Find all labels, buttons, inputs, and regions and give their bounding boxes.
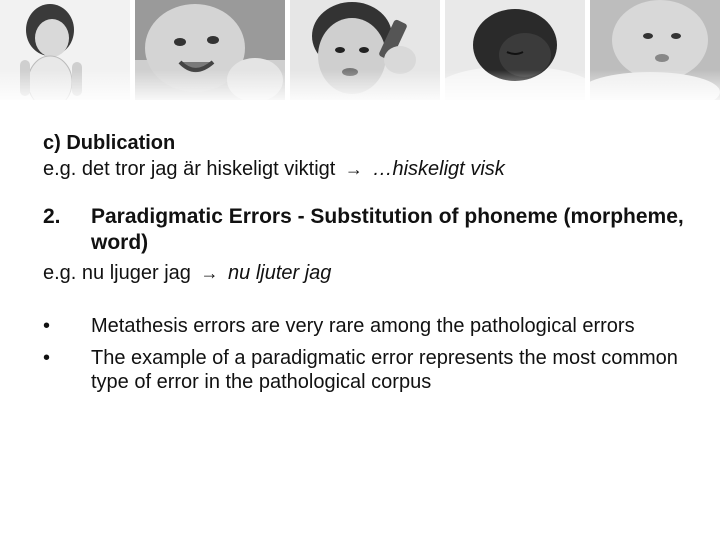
section-2-heading: [43, 204, 693, 256]
bullet-text: Metathesis errors are very rare among the pathological errors: [91, 315, 635, 337]
example-2-result: nu ljuter jag: [228, 262, 332, 284]
example-c-result-b: visk: [470, 158, 505, 180]
section-c-heading: c) Dublication: [43, 132, 176, 154]
bullet-icon: •: [43, 347, 51, 369]
slide-content: [43, 130, 693, 402]
section-2-example: [43, 260, 693, 286]
section-2-title: Paradigmatic Errors - Substitution of phoneme (morpheme, word): [91, 205, 684, 254]
section-2-number: 2.: [43, 205, 61, 228]
bullet-icon: •: [43, 315, 51, 337]
bullet-list: [43, 314, 693, 394]
arrow-right-icon: →: [200, 263, 219, 283]
banner-fade: [0, 70, 720, 100]
bullet-text: The example of a paradigmatic error represents the most common type of error in the pathological corpus: [91, 347, 678, 393]
example-c-prefix: e.g. det tror jag är hiskeligt viktigt: [43, 158, 336, 180]
list-item: [43, 314, 693, 338]
example-2-prefix: e.g. nu ljuger jag: [43, 262, 191, 284]
arrow-right-icon: →: [344, 159, 363, 179]
list-item: [43, 346, 693, 394]
example-c-result-a: …hiskeligt: [372, 158, 465, 180]
section-c-example: [43, 156, 693, 182]
photo-banner: [0, 0, 720, 100]
